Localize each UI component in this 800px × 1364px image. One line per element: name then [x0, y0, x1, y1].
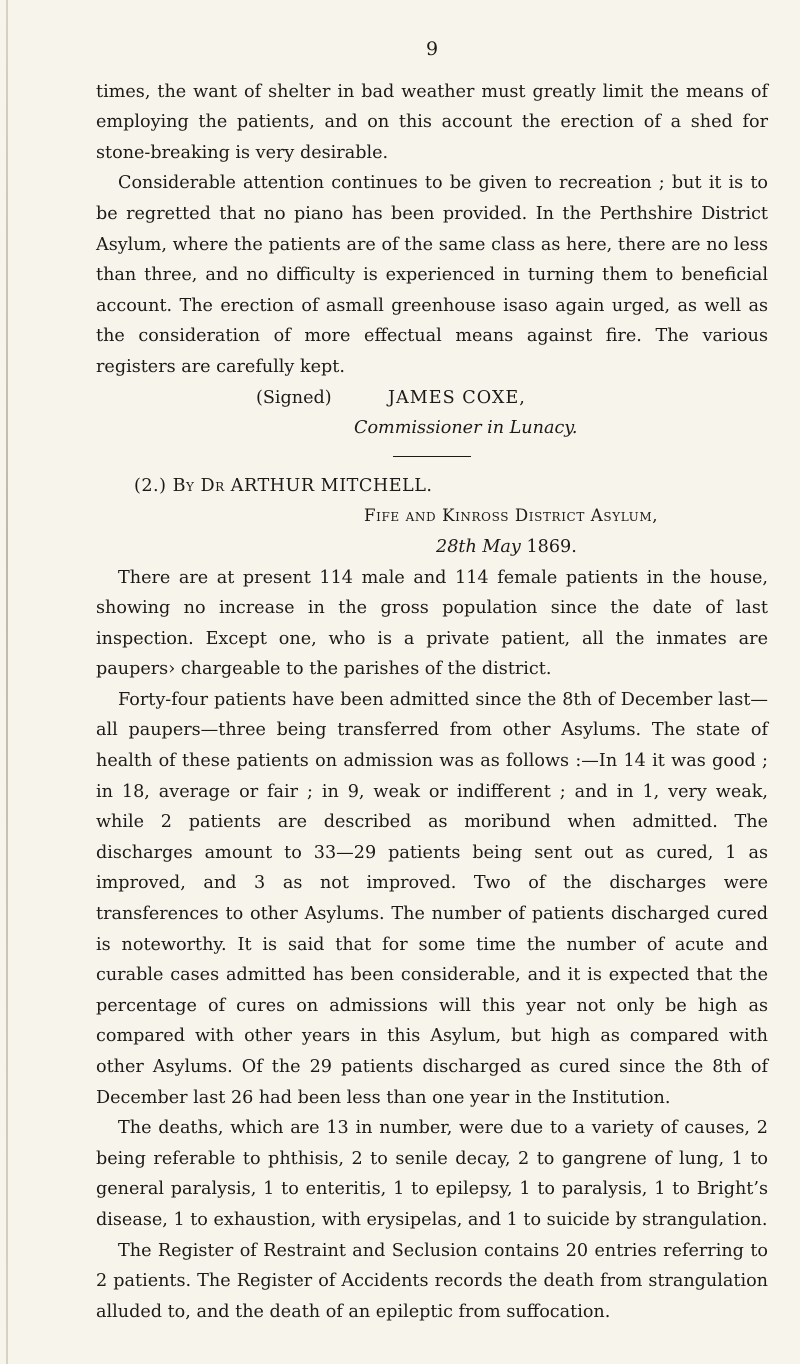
signatory-title: Commissioner in Lunacy.: [354, 418, 578, 439]
asylum-name: Fife and Kinross District Asylum,: [364, 506, 659, 526]
date-day: 28th: [436, 536, 477, 557]
page-number: 9: [425, 38, 439, 60]
section-author: ARTHUR MITCHELL.: [230, 475, 433, 496]
date-month: May: [482, 536, 521, 557]
section-number: (2.): [134, 475, 167, 496]
signature-line: [256, 383, 768, 414]
date-year: 1869.: [526, 536, 577, 557]
paragraph-registers: The Register of Restraint and Seclusion contains 20 entries referring to 2 patients. The Register of Accidents records the death from strangulation alluded to, and the death of an epileptic from suffocation.: [96, 1240, 768, 1322]
section-heading: [134, 471, 768, 502]
report-date: [436, 532, 768, 563]
section-by: By Dr: [172, 475, 225, 496]
paragraph-recreation: Considerable attention continues to be given to recreation ; but it is to be regretted that no piano has been provided. In the Perthshire District Asylum, where the patients are of the same class as here, there are no less than three, and no difficulty is experienced in turning them to beneficial account. The erection of asmall greenhouse isaso again urged, as well as the consideration of more effectual means against fire. The various registers are carefully kept.: [96, 173, 768, 377]
signed-label: (Signed): [256, 387, 332, 408]
signatory-name: JAMES COXE,: [388, 387, 526, 408]
document-page: [96, 34, 768, 1327]
page-edge-shadow: [6, 0, 8, 1364]
paragraph-population: There are at present 114 male and 114 female patients in the house, showing no increase in the gross population since the date of last inspection. Except one, who is a private patient, all the inmates are paupers› chargeable to the parishes of the district.: [96, 567, 768, 680]
paragraph-admissions: Forty-four patients have been admitted since the 8th of December last—all paupers—three being transferred from other Asylums. The state of health of these patients on admission was as follows :—In 14 it was good ; in 18, average or fair ; in 9, weak or indifferent ; and in 1, very weak, while 2 patients are described as moribund when admitted. The discharges amount to 33—29 patients being sent out as cured, 1 as improved, and 3 as not improved. Two of the discharges were transferences to other Asylums. The number of patients discharged cured is noteworthy. It is said that for some time the number of acute and curable cases admitted has been considerable, and it is expected that the percentage of cures on admissions will this year not only be high as compared with other years in this Asylum, but high as compared with other Asylums. Of the 29 patients discharged as cured since the 8th of December last 26 had been less than one year in the Institution.: [96, 689, 768, 1108]
section-divider: [393, 456, 471, 457]
paragraph-shelter: times, the want of shelter in bad weather must greatly limit the means of employing the patients, and on this account the erection of a shed for stone-breaking is very desirable.: [96, 81, 768, 163]
paragraph-deaths: The deaths, which are 13 in number, were due to a variety of causes, 2 being referable to phthisis, 2 to senile decay, 2 to gangrene of lung, 1 to general paralysis, 1 to enteritis, 1 to epilepsy, 1 to paralysis, 1 to Bright’s disease, 1 to exhaustion, with erysipelas, and 1 to suicide by strangulation.: [96, 1118, 768, 1230]
